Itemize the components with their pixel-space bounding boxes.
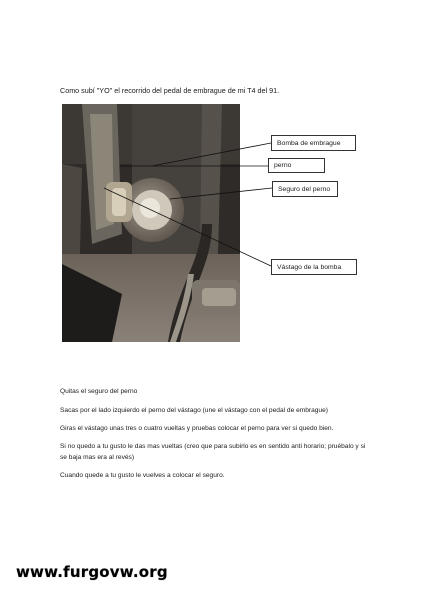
clutch-photo (62, 104, 240, 342)
step-2-text: Sacas por el lado izquierdo el perno del vástago (une el vástago con el pedal de embrague) (60, 407, 328, 414)
site-watermark: www.furgovw.org (16, 563, 168, 581)
step-4-text: Si no quedo a tu gusto le das mas vueltas (creo que para subirlo es en sentido anti horario; pruébalo y si se baja mas era al revés) (60, 443, 366, 461)
document-title: Como subí "YO" el recorrido del pedal de embrague de mi T4 del 91. (60, 86, 280, 95)
label-clutch-pump: Bomba de embrague (271, 135, 356, 151)
step-1-text: Quitas el seguro del perno (60, 388, 138, 395)
label-pump-rod: Vástago de la bomba (271, 259, 357, 275)
label-pin: perno (268, 158, 325, 173)
label-pin-clip: Seguro del perno (272, 181, 338, 197)
step-3-text: Giras el vástago unas tres o cuatro vueltas y pruebas colocar el perno para ver si quedo bien. (60, 425, 334, 432)
step-5-text: Cuando quede a tu gusto le vuelves a colocar el seguro. (60, 472, 225, 479)
